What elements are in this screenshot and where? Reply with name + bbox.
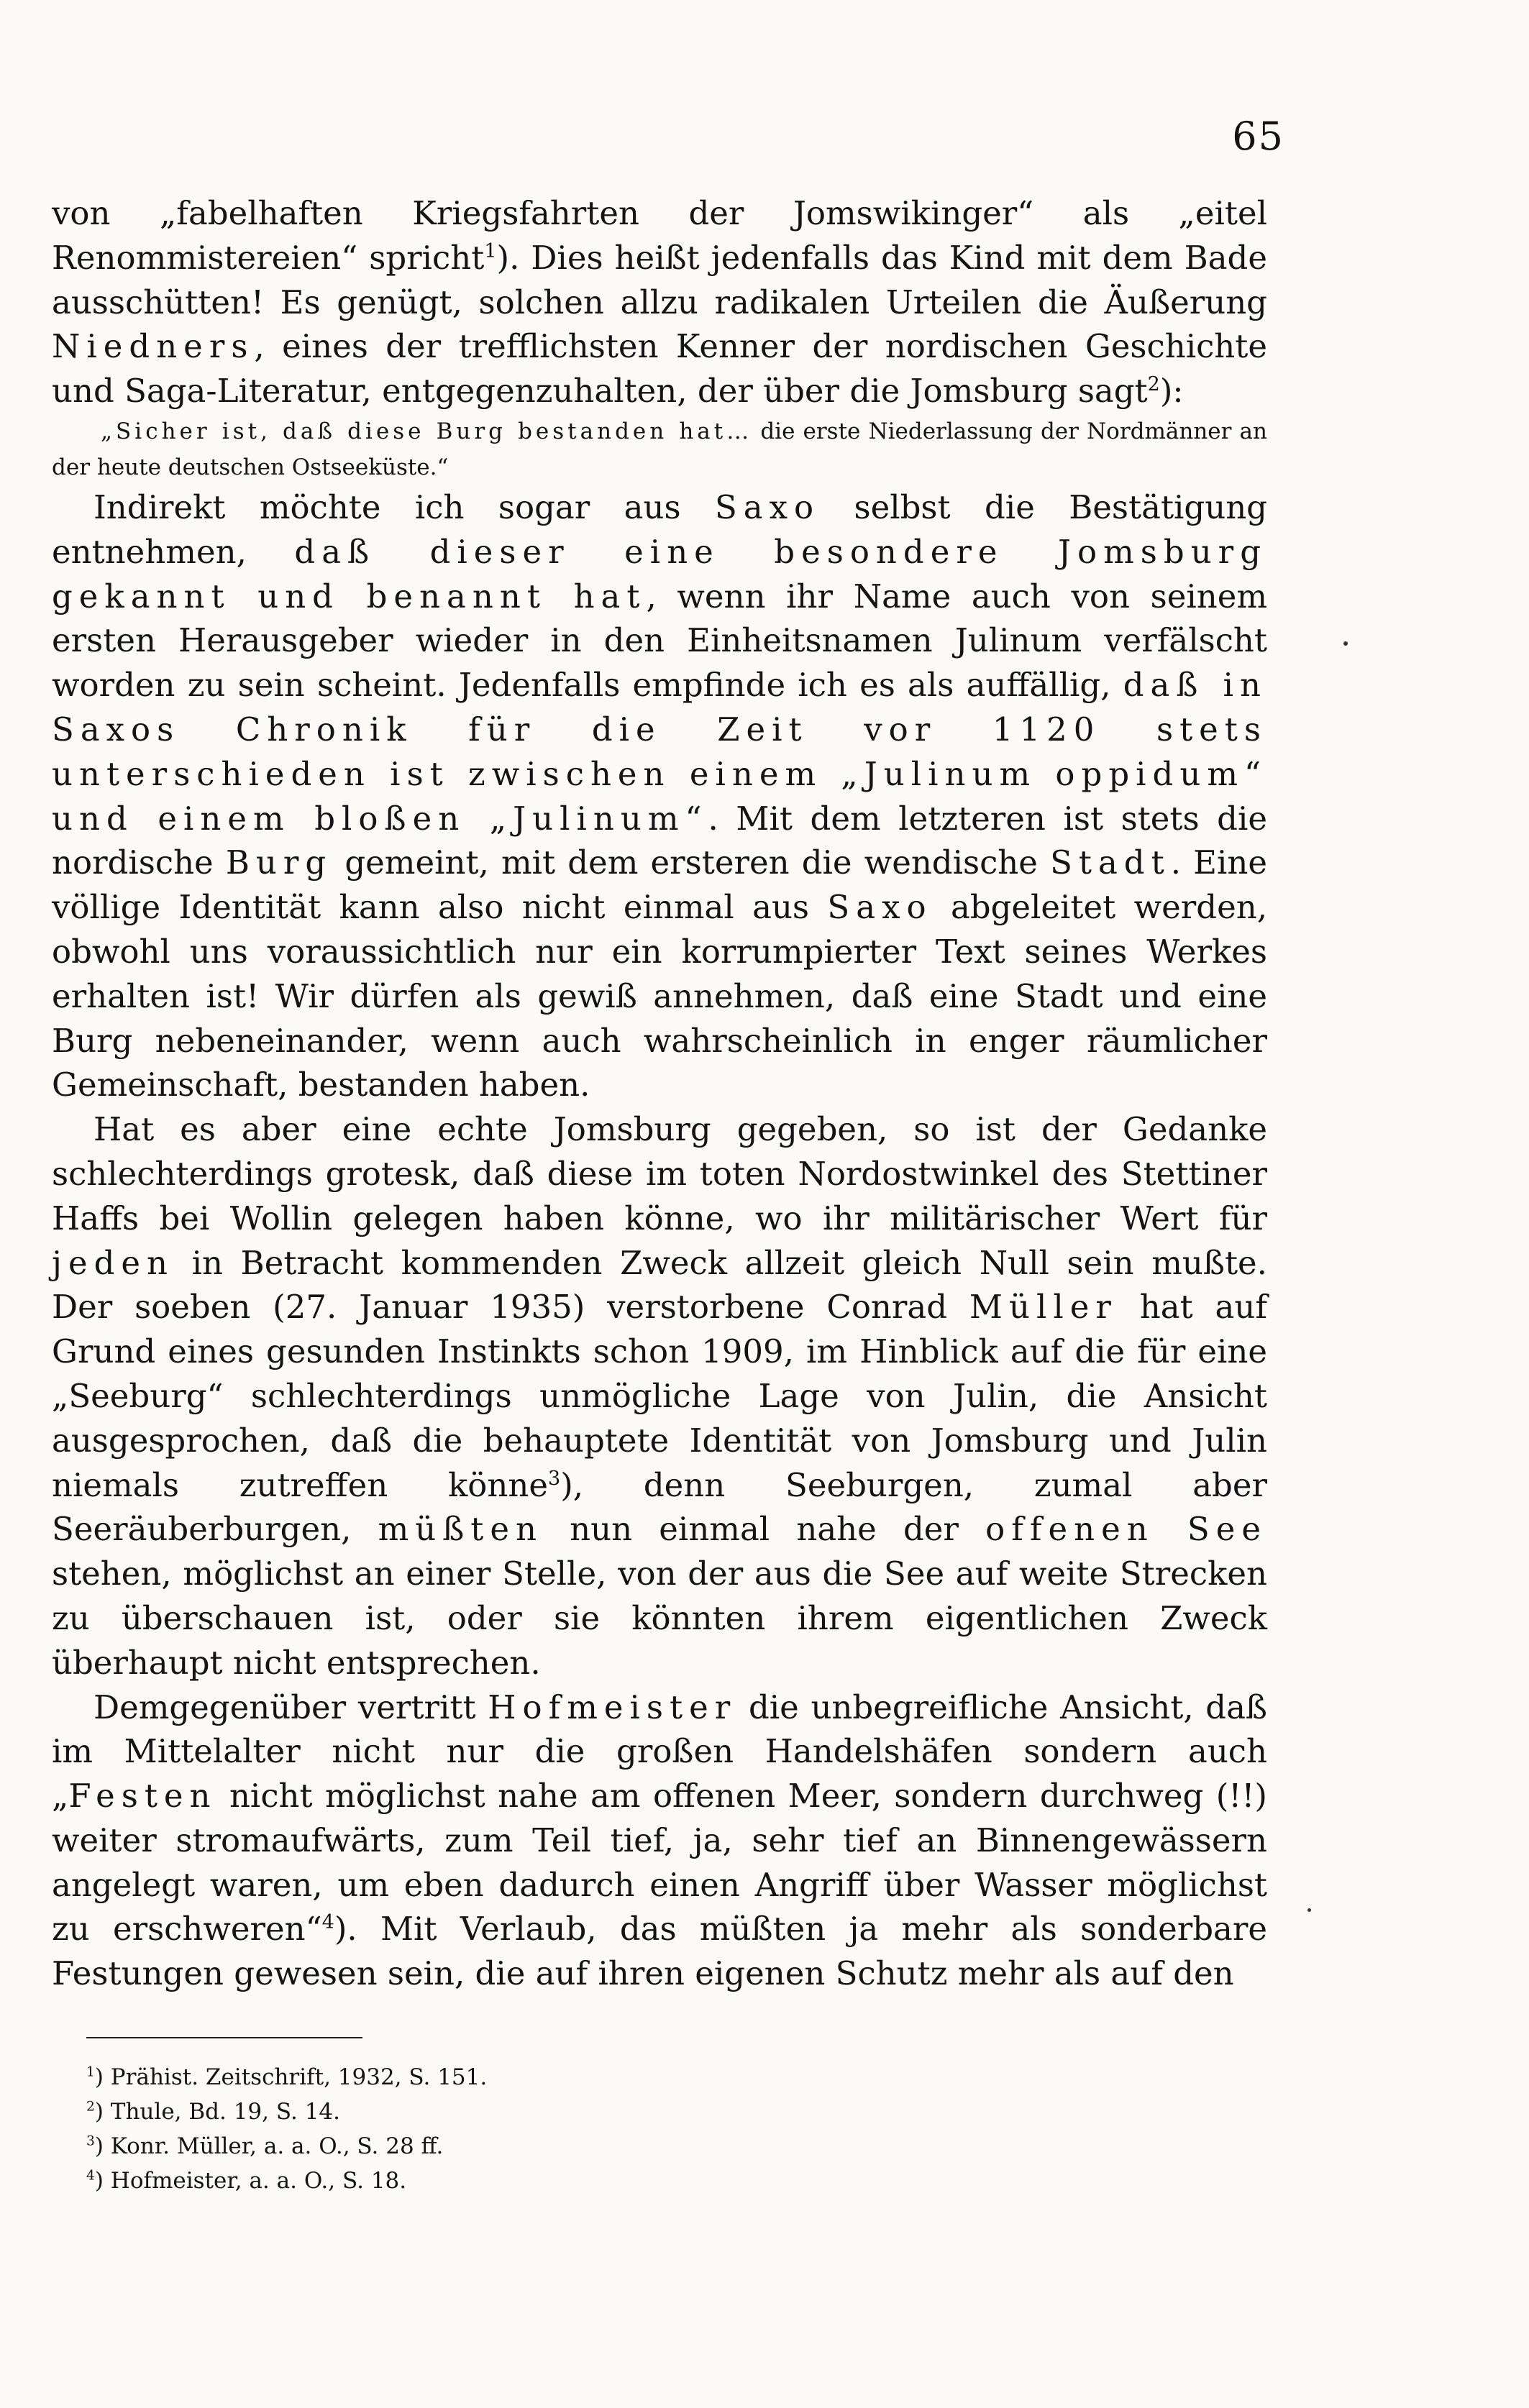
body-text [52,191,1267,1996]
footnote-3-text: ) Konr. Müller, a. a. O., S. 28 ff. [94,2133,444,2159]
footnote-1-number: 1 [86,2064,95,2080]
footnotes [86,2060,487,2198]
paragraph-2 [52,485,1267,1107]
paragraph-2-text-g: gemeint, mit dem ersteren die wendische [332,843,1038,882]
footnote-divider [86,2037,362,2038]
footnote-3-number: 3 [86,2133,95,2149]
quote-rest: die erste Niederlassung der Nordmänner an der heute deutschen Ostseeküste.“ [52,418,1268,480]
footnote-2 [86,2095,487,2129]
paragraph-1-text-d: ): [1159,372,1184,411]
spaced-name-niedner: Niedners [52,327,255,366]
paragraph-2-text-i: abgeleitet werden, obwohl uns voraussichtlich nur ein korrumpierter Text seines Werkes erhalten ist! Wir dürfen als gewiß annehmen, daß eine Stadt und eine Burg nebeneinander, wenn auch wahrscheinlich in enger räumlicher Gemeinschaft, bestanden haben. [52,888,1268,1104]
spaced-saxo-1: Saxo [714,487,821,526]
spaced-hofmeister: Hofmeister [488,1688,737,1726]
paragraph-2-text-d: , wenn ihr Name auch von seinem ersten Herausgeber wieder in den Einheitsnamen Julinum verfälscht worden zu sein scheint. Jedenfalls empfinde ich es als auffällig, [52,577,1268,705]
block-quote [52,413,1267,485]
print-speck [1307,1908,1311,1912]
paragraph-2-text-f: . Mit dem letzteren ist stets die nordische [52,799,1267,882]
paragraph-3-text-c: hat auf Grund eines gesunden Instinkts schon 1909, im Hinblick auf die für eine „Seeburg“ schlechterdings unmögliche Lage von Julin, die Ansicht ausgesprochen, daß die behauptete Identität von Jomsburg und Julin niemals zutreffen könne [52,1288,1268,1504]
footnote-2-text: ) Thule, Bd. 19, S. 14. [94,2099,340,2125]
spaced-phrase-chronik: daß in Saxos Chronik für die Zeit vor 1120 stets unterschieden ist zwischen einem „Julinum oppidum“ und einem bloßen „Julinum“ [52,666,1268,838]
spaced-phrase-gekannt: daß dieser eine besondere Jomsburg gekannt und benannt hat [52,532,1268,615]
paragraph-4-text-d: ). Mit Verlaub, das müßten ja mehr als sonderbare Festungen gewesen sein, die auf ihren eigenen Schutz mehr als auf den [52,1910,1267,1993]
footnote-4 [86,2164,487,2198]
spaced-festen: Festen [68,1777,217,1816]
spaced-burg: Burg [225,843,333,882]
spaced-jeden: jeden [52,1243,175,1282]
footnote-3 [86,2129,487,2164]
spaced-muessten: müßten [378,1510,543,1549]
print-speck [1343,641,1348,646]
paragraph-3-text-b: in Betracht kommenden Zweck allzeit gleich Null sein mußte. Der soeben (27. Januar 1935) verstorbene Conrad [52,1243,1267,1327]
paragraph-1-text-c: , eines der trefflichsten Kenner der nordischen Geschichte und Saga-Literatur, entgegenzuhalten, der über die Jomsburg sagt [52,327,1267,411]
paragraph-4-text-c: nicht möglichst nahe am offenen Meer, sondern durchweg (!!) weiter stromaufwärts, zum Teil tief, ja, sehr tief an Binnengewässern angelegt waren, um eben dadurch einen Angriff über Wasser möglichst zu erschweren“ [52,1777,1267,1949]
quote-spaced-part: „Sicher ist, daß diese Burg bestanden hat… [101,418,753,444]
spaced-offenen-see: offenen See [985,1510,1268,1549]
footnote-1-text: ) Prähist. Zeitschrift, 1932, S. 151. [94,2064,488,2090]
paragraph-1-text-b: ). Dies heißt jedenfalls das Kind mit dem Bade ausschütten! Es genügt, solchen allzu radikalen Urteilen die Äußerung [52,238,1267,321]
paragraph-3-text-a: Hat es aber eine echte Jomsburg gegeben, so ist der Gedanke schlechterdings grotesk, daß diese im toten Nordostwinkel des Stettiner Haffs bei Wollin gelegen haben könne, wo ihr militärischer Wert für [52,1110,1267,1237]
paragraph-1-text-a: von „fabelhaften Kriegsfahrten der Jomswikinger“ als „eitel Renommistereien“ spricht [52,194,1267,277]
paragraph-2-text-b: selbst die Bestätigung entnehmen, [52,487,1267,571]
paragraph-2-text-h: . Eine völlige Identität kann also nicht einmal aus [52,843,1267,927]
footnote-1 [86,2060,487,2095]
footnote-2-number: 2 [86,2099,95,2115]
spaced-mueller: Müller [969,1288,1118,1327]
paragraph-3 [52,1107,1267,1685]
paragraph-1 [52,191,1267,413]
paragraph-4-text-b: die unbegreifliche Ansicht, daß im Mittelalter nicht nur die großen Handelshäfen sondern auch „ [52,1688,1267,1816]
spaced-saxo-2: Saxo [827,888,933,927]
footnote-4-text: ) Hofmeister, a. a. O., S. 18. [94,2168,407,2194]
paragraph-3-text-d: ), denn Seeburgen, zumal aber Seeräuberburgen, [52,1465,1268,1549]
page-number: 65 [1232,114,1284,159]
footnote-ref-2: 2 [1147,373,1160,396]
footnote-ref-1: 1 [484,239,497,262]
footnote-ref-4: 4 [321,1911,334,1934]
footnote-ref-3: 3 [548,1467,561,1490]
paragraph-3-text-e: nun einmal nahe der [543,1510,959,1549]
paragraph-4-text-a: Demgegenüber vertritt [93,1688,476,1726]
footnote-4-number: 4 [86,2168,95,2184]
paragraph-2-text-a: Indirekt möchte ich sogar aus [93,487,681,526]
paragraph-4 [52,1685,1267,1997]
paragraph-3-text-f: stehen, möglichst an einer Stelle, von der aus die See auf weite Strecken zu überschauen ist, oder sie könnten ihrem eigentlichen Zweck überhaupt nicht entsprechen. [52,1555,1267,1682]
spaced-stadt: Stadt [1050,843,1171,882]
